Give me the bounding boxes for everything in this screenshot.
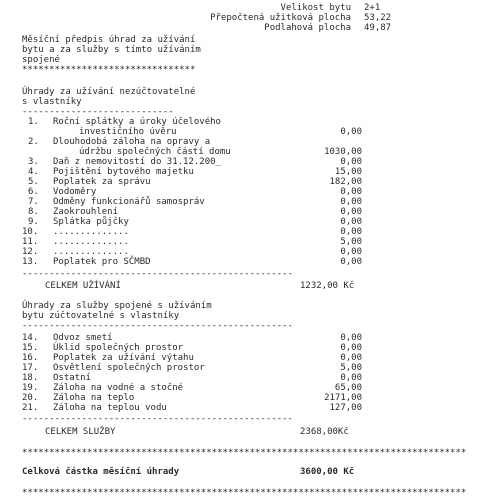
line-item-2-continued: [22, 147, 362, 157]
item-label: ..............: [53, 227, 129, 237]
usable-area-value: 53,22: [364, 13, 392, 23]
item-label: Dlouhodobá záloha na opravy a: [53, 137, 211, 147]
item-amount: 65,00: [334, 383, 362, 393]
line-item-11: [22, 237, 362, 247]
line-item-10: [22, 227, 362, 237]
services-total-label: CELKEM SLUŽBY: [45, 427, 116, 437]
item-label: Pojištění bytového majetku: [53, 167, 194, 177]
item-amount: 0,00: [340, 343, 362, 353]
document-title-line-3: spojené: [22, 55, 60, 65]
section2-heading-line-1: Úhrady za služby spojené s užíváním: [22, 301, 212, 311]
header-row-floor-area: [0, 23, 499, 33]
item-amount: 0,00: [340, 227, 362, 237]
item-label: Ostatní: [53, 373, 91, 383]
item-label: Daň z nemovitostí do 31.12.200_: [53, 157, 221, 167]
line-item-14: [22, 333, 362, 343]
line-item-19: [22, 383, 362, 393]
item-number: 18.: [22, 373, 39, 383]
item-number: 11.: [22, 237, 39, 247]
item-amount: 0,00: [340, 247, 362, 257]
item-label: Poplatek pro SČMBD: [53, 257, 151, 267]
grand-total-bottom-star-rule: **********************************************************************************: [22, 488, 467, 498]
line-item-3: [22, 157, 362, 167]
item-label: Odměny funkcionářů samospráv: [53, 197, 205, 207]
section1-heading-rule: ----------------------------: [22, 107, 174, 117]
section2-heading-line-2: bytu zúčtovatelné s vlastníky: [22, 311, 180, 321]
item-number: 6.: [28, 187, 39, 197]
item-amount: 2171,00: [324, 393, 362, 403]
grand-total-label: Celková částka měsíční úhrady: [22, 467, 180, 477]
item-amount: 0,00: [340, 197, 362, 207]
item-label: Poplatek za užívání výtahu: [53, 353, 194, 363]
item-number: 12.: [22, 247, 39, 257]
line-item-7: [22, 197, 362, 207]
item-amount: 0,00: [340, 217, 362, 227]
line-item-5: [22, 177, 362, 187]
item-label: Záloha na teplou vodu: [53, 403, 167, 413]
line-item-20: [22, 393, 362, 403]
line-item-15: [22, 343, 362, 353]
line-item-21: [22, 403, 362, 413]
grand-total-top-star-rule: **********************************************************************************: [22, 448, 467, 458]
line-item-4: [22, 167, 362, 177]
item-label: Poplatek za správu: [53, 177, 151, 187]
item-number: 7.: [28, 197, 39, 207]
floor-area-label: Podlahová plocha: [264, 23, 351, 33]
item-label: Roční splátky a úroky účelového: [53, 117, 221, 127]
item-number: 5.: [28, 177, 39, 187]
item-label: Osvětlení společných prostor: [53, 363, 205, 373]
item-number: 8.: [28, 207, 39, 217]
section1-heading-line-2: s vlastníky: [22, 97, 82, 107]
item-amount: 5,00: [340, 363, 362, 373]
item-label: Záloha na vodné a stočné: [53, 383, 184, 393]
line-item-1-continued: [22, 127, 362, 137]
item-number: 19.: [22, 383, 39, 393]
item-number: 3.: [28, 157, 39, 167]
item-label: Splátka půjčky: [53, 217, 129, 227]
item-amount: 127,00: [329, 403, 362, 413]
section2-total-row: [22, 427, 368, 437]
line-item-17: [22, 363, 362, 373]
item-label: ..............: [53, 237, 129, 247]
item-number: 20.: [22, 393, 39, 403]
item-amount: 0,00: [340, 333, 362, 343]
item-number: 16.: [22, 353, 39, 363]
services-total-value: 2368,00Kč: [300, 427, 349, 437]
item-label: Úklid společných prostor: [53, 343, 184, 353]
item-number: 15.: [22, 343, 39, 353]
item-amount: 0,00: [340, 157, 362, 167]
item-number: 9.: [28, 217, 39, 227]
title-star-rule: ********************************: [22, 65, 196, 75]
usage-total-label: CELKEM UŽÍVÁNÍ: [45, 281, 121, 291]
item-amount: 0,00: [340, 127, 362, 137]
item-number: 17.: [22, 363, 39, 373]
usable-area-label: Přepočtená užitková plocha: [210, 13, 351, 23]
section1-heading-line-1: Úhrady za užívání nezúčtovatelné: [22, 87, 196, 97]
item-number: 21.: [22, 403, 39, 413]
item-amount: 0,00: [340, 353, 362, 363]
item-amount: 0,00: [340, 373, 362, 383]
item-amount: 15,00: [334, 167, 362, 177]
item-number: 13.: [22, 257, 39, 267]
item-number: 4.: [28, 167, 39, 177]
item-amount: 0,00: [340, 207, 362, 217]
item-number: 1.: [28, 117, 39, 127]
item-number: 14.: [22, 333, 39, 343]
line-item-2: [22, 137, 362, 147]
header-row-usable-area: [0, 13, 499, 23]
line-item-13: [22, 257, 362, 267]
line-item-6: [22, 187, 362, 197]
item-amount: 5,00: [340, 237, 362, 247]
document-title-line-2: bytu a za služby s tímto užíváním: [22, 45, 201, 55]
item-amount: 1030,00: [324, 147, 362, 157]
item-label: Vodoměry: [53, 187, 97, 197]
item-label-continuation: investičního úvěru: [79, 127, 177, 137]
item-label: Odvoz smetí: [53, 333, 113, 343]
item-label-continuation: údržbu společných částí domu: [79, 147, 231, 157]
floor-area-value: 49,87: [364, 23, 392, 33]
line-item-16: [22, 353, 362, 363]
usage-total-value: 1232,00 Kč: [300, 281, 355, 291]
header-row-flat-size: [0, 3, 499, 13]
document-title-line-1: Měsíční předpis úhrad za užívání: [22, 35, 196, 45]
flat-size-value: 2+1: [364, 3, 381, 13]
section2-total-rule: --------------------------------------------------: [22, 414, 293, 424]
item-amount: 182,00: [329, 177, 362, 187]
item-label: Záloha na teplo: [53, 393, 135, 403]
section1-total-rule: --------------------------------------------------: [22, 269, 293, 279]
item-amount: 0,00: [340, 257, 362, 267]
item-amount: 0,00: [340, 187, 362, 197]
line-item-18: [22, 373, 362, 383]
line-item-8: [22, 207, 362, 217]
section1-total-row: [22, 281, 368, 291]
item-number: 10.: [22, 227, 39, 237]
grand-total-row: [22, 467, 368, 477]
line-item-12: [22, 247, 362, 257]
section2-heading-rule: --------------------------------------------------: [22, 321, 293, 331]
grand-total-value: 3600,00 Kč: [300, 467, 355, 477]
item-label: Zaokrouhlení: [53, 207, 119, 217]
item-label: ..............: [53, 247, 129, 257]
line-item-1: [22, 117, 362, 127]
flat-size-label: Velikost bytu: [280, 3, 351, 13]
item-number: 2.: [28, 137, 39, 147]
line-item-9: [22, 217, 362, 227]
